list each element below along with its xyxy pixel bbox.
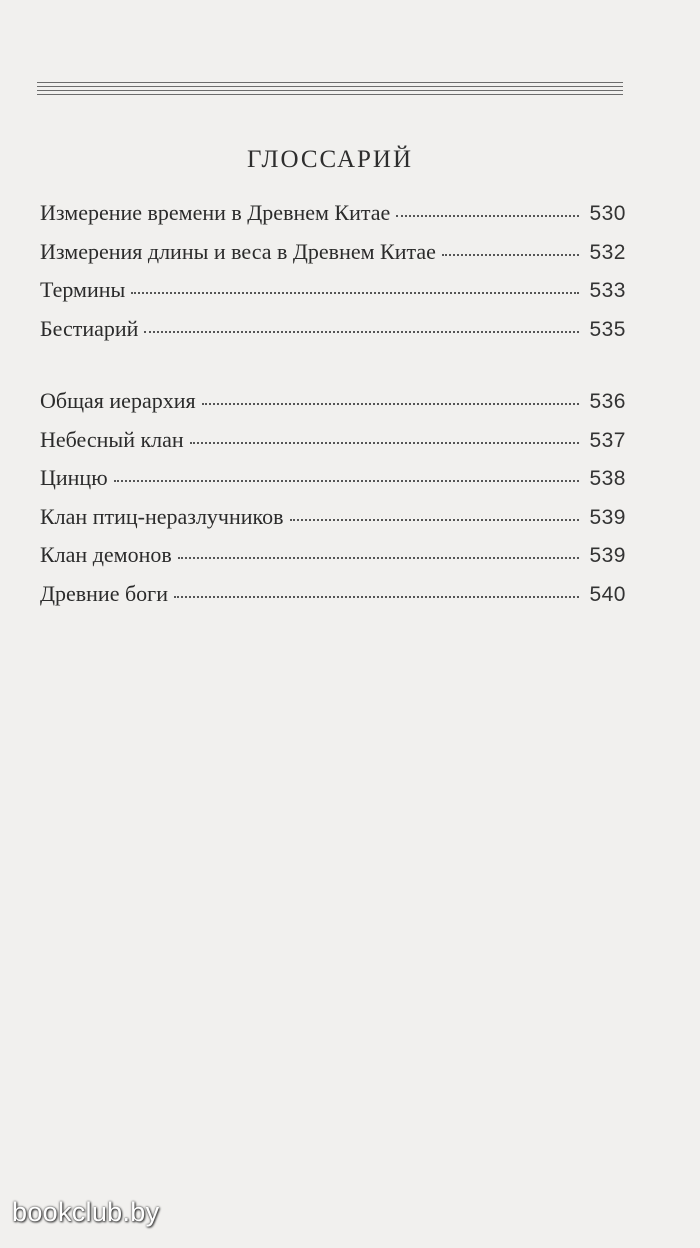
toc-entry-title: Термины [40, 277, 126, 302]
toc-entry-page: 533 [589, 279, 626, 302]
toc-entry[interactable] [40, 459, 626, 498]
toc-entry-title: Небесный клан [40, 426, 184, 452]
toc-entry-page: 537 [589, 428, 626, 452]
toc-group-hierarchy [40, 382, 626, 613]
header-double-rule [37, 82, 623, 96]
dot-leader [144, 331, 579, 333]
toc-entry-page: 538 [589, 467, 626, 490]
toc-entry-page: 536 [589, 390, 626, 413]
dot-leader [131, 292, 579, 294]
toc-entry[interactable] [40, 536, 626, 575]
dot-leader [178, 557, 580, 559]
toc-entry-title: Клан демонов [40, 542, 172, 567]
toc-entry-title: Бестиарий [40, 315, 139, 341]
toc-entry[interactable] [40, 310, 626, 349]
toc-entry-page: 530 [589, 202, 626, 225]
toc-entry-title: Общая иерархия [40, 388, 196, 413]
toc-entry[interactable] [40, 575, 626, 614]
toc-entry-page: 539 [589, 505, 626, 529]
toc-entry-page: 532 [589, 240, 626, 264]
toc-entry[interactable] [40, 498, 626, 537]
toc-entry-page: 539 [589, 544, 626, 567]
watermark-logo: bookclub.by [12, 1197, 160, 1227]
toc-entry-page: 535 [589, 317, 626, 341]
dot-leader [114, 480, 580, 482]
dot-leader [442, 254, 580, 256]
toc-entry-title: Древние боги [40, 580, 168, 606]
toc-entry[interactable] [40, 271, 626, 310]
toc-entry-title: Измерение времени в Древнем Китае [40, 200, 391, 225]
toc-group-glossary [40, 194, 626, 348]
dot-leader [290, 519, 580, 521]
toc-entry-title: Измерения длины и веса в Древнем Китае [40, 238, 436, 264]
toc-entry[interactable] [40, 421, 626, 460]
toc-entry[interactable] [40, 382, 626, 421]
toc-entry-title: Цинцю [40, 465, 108, 490]
toc-entry[interactable] [40, 194, 626, 233]
toc-entry-page: 540 [589, 582, 626, 606]
toc-entry[interactable] [40, 233, 626, 272]
dot-leader [202, 403, 580, 405]
section-title: ГЛОССАРИЙ [246, 146, 414, 173]
dot-leader [396, 215, 579, 217]
dot-leader [190, 442, 580, 444]
toc-entry-title: Клан птиц-неразлучников [40, 503, 284, 529]
dot-leader [174, 596, 579, 598]
